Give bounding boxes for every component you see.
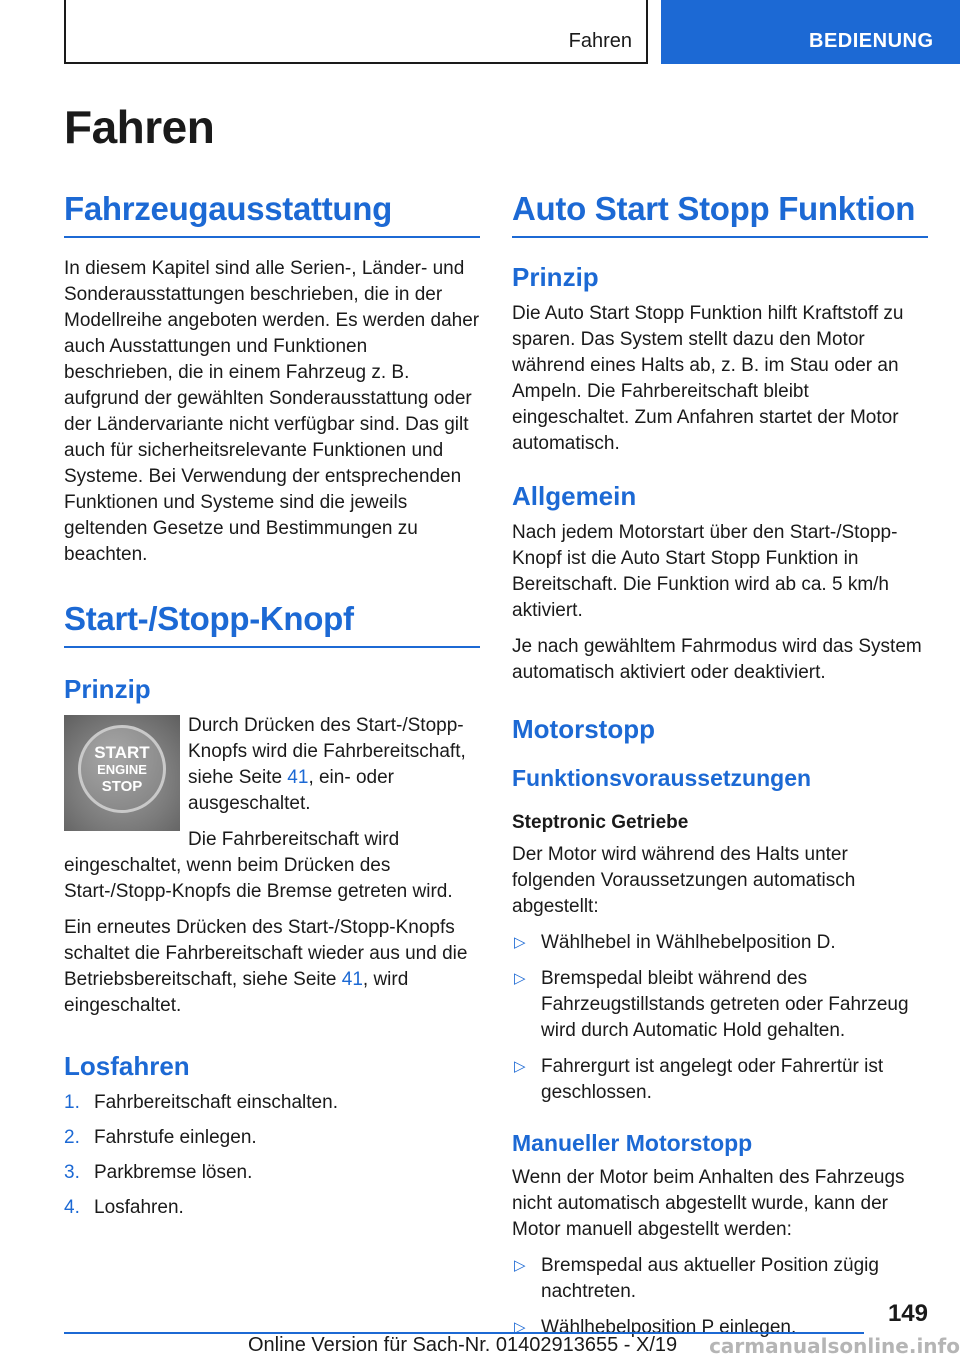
page-link-41-b[interactable]: 41 — [341, 969, 363, 990]
button-label-stop: STOP — [101, 777, 143, 795]
page-number: 149 — [887, 1300, 928, 1327]
triangle-bullet-icon: ▷ — [514, 934, 526, 951]
heading-allgemein: Allgemein — [512, 481, 637, 511]
paragraph-prinzip-2: Die Fahrbereitschaft wird eingeschaltet, wenn beim Drücken des Start-/Stopp-Knopfs die Bremse getreten wird. — [64, 829, 453, 902]
paragraph-fahrzeugausstattung: In diesem Kapitel sind alle Serien-, Länder- und Sonderausstattungen beschrieben, die in der Modellreihe angeboten werden. Es werden daher auch Ausstattungen und Funktionen beschrieben, die in einem Fahrzeug z. B. aufgrund der gewählten Sonderausstattung oder der Ländervariante nicht verfügbar sind. Das gilt auch für sicherheitsrelevante Funktionen und Systeme. Bei Verwendung der entsprechenden Funktionen und Systeme sind die jeweils geltenden Gesetze und Bestimmungen zu beachten. — [64, 258, 480, 565]
watermark: carmanualsonline.info — [709, 1334, 960, 1358]
right-column — [512, 190, 928, 1353]
losfahren-steps — [64, 1090, 480, 1221]
list-item: 4. Losfahren. — [64, 1197, 184, 1218]
paragraph-prinzip-1: Durch Drücken des Start-/Stopp-Knopfs wird die Fahrbereitschaft, siehe Seite 41, ein- oder ausgeschaltet. — [188, 715, 466, 814]
triangle-bullet-icon: ▷ — [514, 1257, 526, 1274]
heading-steptronic: Steptronic Getriebe — [512, 812, 689, 833]
paragraph-steptronic: Der Motor wird während des Halts unter folgenden Voraussetzungen automatisch abgestellt: — [512, 844, 856, 917]
header-tab — [661, 0, 960, 64]
button-label — [78, 725, 166, 813]
list-item: 2. Fahrstufe einlegen. — [64, 1127, 257, 1148]
list-item: ▷ Wählhebel in Wählhebelposition D. — [512, 930, 928, 956]
button-label-start: START — [94, 742, 150, 762]
list-item: ▷ Bremspedal aus aktueller Position zügig nachtreten. — [514, 1255, 879, 1302]
triangle-bullet-icon: ▷ — [514, 1319, 526, 1336]
header-box — [64, 0, 648, 64]
header-tab-label: BEDIENUNG — [809, 30, 934, 52]
header-section-label: Fahren — [568, 30, 632, 52]
button-label-engine: ENGINE — [97, 761, 147, 777]
paragraph-manuell: Wenn der Motor beim Anhalten des Fahrzeugs nicht automatisch abgestellt wurde, kann der Motor manuell abgestellt werden: — [512, 1167, 905, 1240]
paragraph-allgemein-1: Nach jedem Motorstart über den Start-/Stopp-Knopf ist die Auto Start Stopp Funktion in Bereitschaft. Die Funktion wird ab ca. 5 km/h aktiviert. — [512, 522, 898, 621]
heading-fahrzeugausstattung: Fahrzeugausstattung — [64, 190, 480, 238]
list-item: ▷ Wählhebelposition P einlegen. — [512, 1315, 928, 1341]
heading-motorstopp: Motorstopp — [512, 714, 655, 744]
heading-funktionsvoraussetzungen: Funktionsvoraussetzungen — [512, 765, 812, 791]
steptronic-conditions — [512, 930, 928, 1106]
heading-start-stopp-knopf: Start-/Stopp-Knopf — [64, 600, 480, 648]
paragraph-prinzip-right: Die Auto Start Stopp Funktion hilft Kraftstoff zu sparen. Das System stellt dazu den Motor während eines Halts ab, z. B. im Stau oder an Ampeln. Die Fahrbereitschaft bleibt eingeschaltet. Zum Anfahren startet der Motor automatisch. — [512, 303, 904, 454]
heading-manueller-motorstopp: Manueller Motorstopp — [512, 1130, 753, 1156]
heading-prinzip-left: Prinzip — [64, 674, 151, 704]
triangle-bullet-icon: ▷ — [514, 1058, 526, 1075]
list-item: 3. Parkbremse lösen. — [64, 1162, 253, 1183]
footer-online-version: Online Version für Sach-Nr. 01402913655 - X/19 — [248, 1334, 678, 1356]
paragraph-allgemein-2: Je nach gewähltem Fahrmodus wird das System automatisch aktiviert oder deaktiviert. — [512, 636, 922, 683]
start-engine-stop-button-image — [64, 715, 180, 831]
page-link-41[interactable]: 41 — [287, 767, 309, 788]
list-item: 1. Fahrbereitschaft einschalten. — [64, 1092, 338, 1113]
list-item: ▷ Fahrergurt ist angelegt oder Fahrertür ist geschlossen. — [514, 1056, 884, 1103]
heading-losfahren: Losfahren — [64, 1051, 190, 1081]
manuell-steps — [512, 1253, 928, 1341]
left-column — [64, 190, 480, 1230]
heading-prinzip-right: Prinzip — [512, 262, 599, 292]
triangle-bullet-icon: ▷ — [514, 970, 526, 987]
heading-auto-start-stopp: Auto Start Stopp Funktion — [512, 190, 928, 238]
list-item: ▷ Bremspedal bleibt während des Fahrzeugstillstands getreten oder Fahrzeug wird durch Automatic Hold gehalten. — [514, 968, 909, 1041]
paragraph-prinzip-3: Ein erneutes Drücken des Start-/Stopp-Knopfs schaltet die Fahrbereitschaft wieder aus und die Betriebsbereitschaft, siehe Seite 41, wird eingeschaltet. — [64, 917, 468, 1016]
page-title: Fahren — [64, 101, 215, 153]
